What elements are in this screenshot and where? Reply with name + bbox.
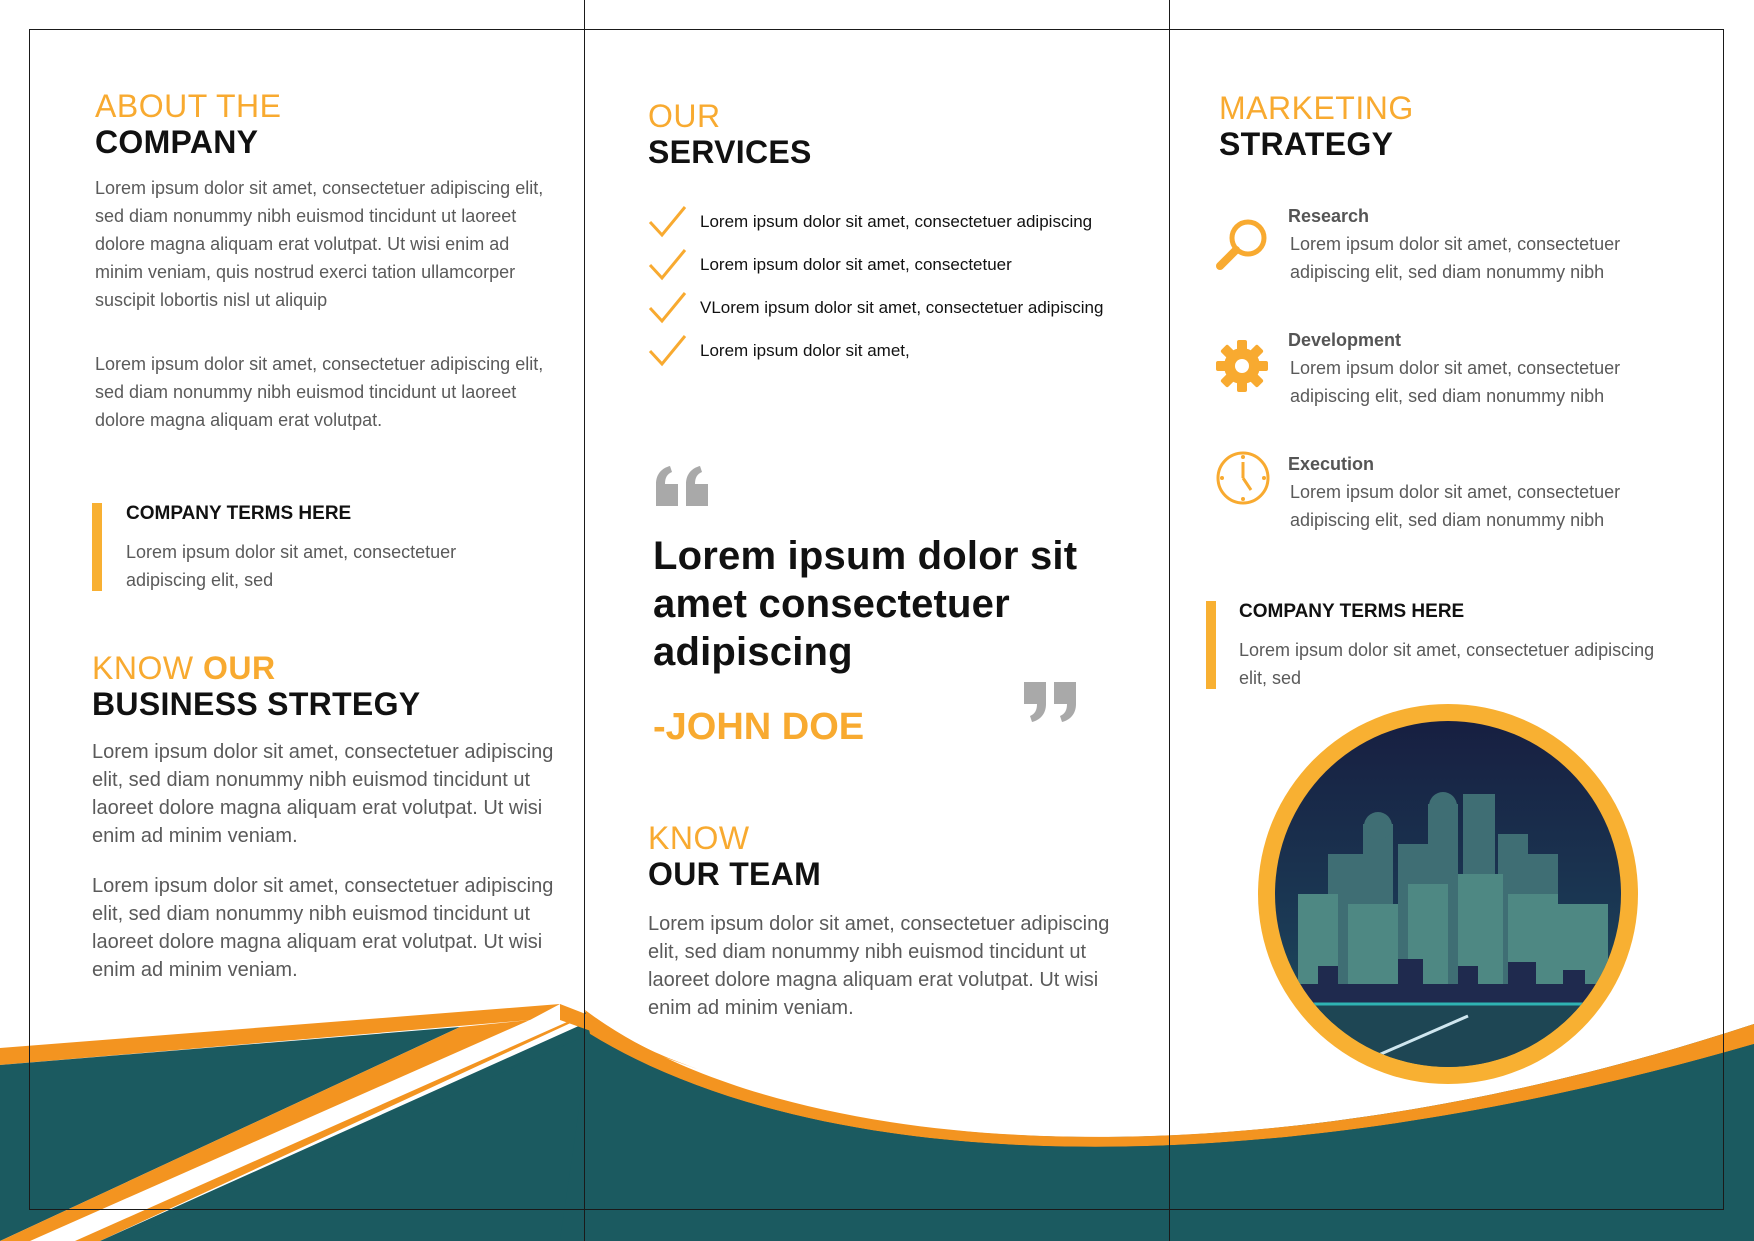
terms-accent-bar	[1206, 601, 1216, 689]
service-item-label: Lorem ipsum dolor sit amet,	[700, 341, 910, 360]
about-heading-light: ABOUT THE	[95, 88, 282, 124]
strategy-paragraph-2: Lorem ipsum dolor sit amet, consectetuer adipiscing elit, sed diam nonummy nibh euismod tincidunt ut laoreet dolore magna aliquam erat volutpat. Ut wisi enim ad minim veniam.	[92, 875, 554, 981]
quote-text: Lorem ipsum dolor sit amet consectetuer adipiscing	[653, 534, 1078, 674]
marketing-item-title: Research	[1288, 206, 1370, 226]
terms-text: Lorem ipsum dolor sit amet, consectetuer adipiscing elit, sed	[1239, 640, 1655, 688]
team-heading-bold: OUR TEAM	[648, 856, 822, 892]
magnifier-icon	[1214, 216, 1270, 272]
terms-title: COMPANY TERMS HERE	[126, 503, 352, 524]
service-item	[648, 333, 910, 369]
strategy-heading	[92, 650, 420, 722]
quote-author: -JOHN DOE	[653, 706, 865, 748]
strategy-heading-light: KNOW	[92, 650, 203, 686]
services-heading	[648, 98, 812, 170]
service-item	[648, 204, 1092, 240]
gear-icon	[1214, 338, 1270, 394]
terms-accent-bar	[92, 503, 102, 591]
clock-icon	[1215, 450, 1271, 506]
marketing-item-text: Lorem ipsum dolor sit amet, consectetuer adipiscing elit, sed diam nonummy nibh	[1290, 234, 1621, 282]
service-item-label: Lorem ipsum dolor sit amet, consectetuer	[700, 255, 1012, 274]
strategy-paragraph-1: Lorem ipsum dolor sit amet, consectetuer adipiscing elit, sed diam nonummy nibh euismod tincidunt ut laoreet dolore magna aliquam erat volutpat. Ut wisi enim ad minim veniam.	[92, 741, 554, 847]
marketing-item-title: Development	[1288, 330, 1402, 350]
terms-text: Lorem ipsum dolor sit amet, consectetuer adipiscing elit, sed	[126, 542, 457, 590]
checkmark-icon	[648, 290, 688, 326]
team-paragraph: Lorem ipsum dolor sit amet, consectetuer adipiscing elit, sed diam nonummy nibh euismod tincidunt ut laoreet dolore magna aliquam erat volutpat. Ut wisi enim ad minim veniam.	[648, 913, 1110, 1019]
strategy-heading-bold: BUSINESS STRTEGY	[92, 686, 421, 722]
about-paragraph-1: Lorem ipsum dolor sit amet, consectetuer adipiscing elit, sed diam nonummy nibh euismod tincidunt ut laoreet dolore magna aliquam erat volutpat. Ut wisi enim ad minim veniam, quis nostrud exerci tation ullamcorper suscipit lobortis nisl ut aliquip	[95, 178, 544, 310]
about-heading	[95, 88, 281, 160]
team-heading-light: KNOW	[648, 820, 750, 856]
checkmark-icon	[648, 204, 688, 240]
service-item-label: Lorem ipsum dolor sit amet, consectetuer adipiscing	[700, 212, 1093, 231]
service-item	[648, 247, 1012, 283]
services-heading-bold: SERVICES	[648, 134, 812, 170]
service-item	[648, 290, 1103, 326]
marketing-item-text: Lorem ipsum dolor sit amet, consectetuer adipiscing elit, sed diam nonummy nibh	[1290, 358, 1621, 406]
checkmark-icon	[648, 333, 688, 369]
marketing-item-text: Lorem ipsum dolor sit amet, consectetuer adipiscing elit, sed diam nonummy nibh	[1290, 482, 1621, 530]
marketing-heading-bold: STRATEGY	[1219, 126, 1394, 162]
terms-title: COMPANY TERMS HERE	[1239, 601, 1465, 622]
close-quote-icon	[1020, 682, 1078, 722]
service-item-label: VLorem ipsum dolor sit amet, consectetuer adipiscing	[700, 298, 1104, 317]
about-heading-bold: COMPANY	[95, 124, 259, 160]
fold-line-2	[1169, 0, 1170, 1241]
marketing-heading-light: MARKETING	[1219, 90, 1414, 126]
checkmark-icon	[648, 247, 688, 283]
marketing-item-title: Execution	[1288, 454, 1375, 474]
fold-line-1	[584, 0, 585, 1241]
services-heading-light: OUR	[648, 98, 721, 134]
open-quote-icon	[654, 466, 712, 506]
about-paragraph-2: Lorem ipsum dolor sit amet, consectetuer adipiscing elit, sed diam nonummy nibh euismod tincidunt ut laoreet dolore magna aliquam erat volutpat.	[95, 354, 544, 430]
marketing-heading	[1219, 90, 1414, 162]
team-heading	[648, 820, 821, 892]
strategy-heading-light-bold: OUR	[202, 650, 276, 686]
city-skyline-image	[1258, 704, 1638, 1084]
